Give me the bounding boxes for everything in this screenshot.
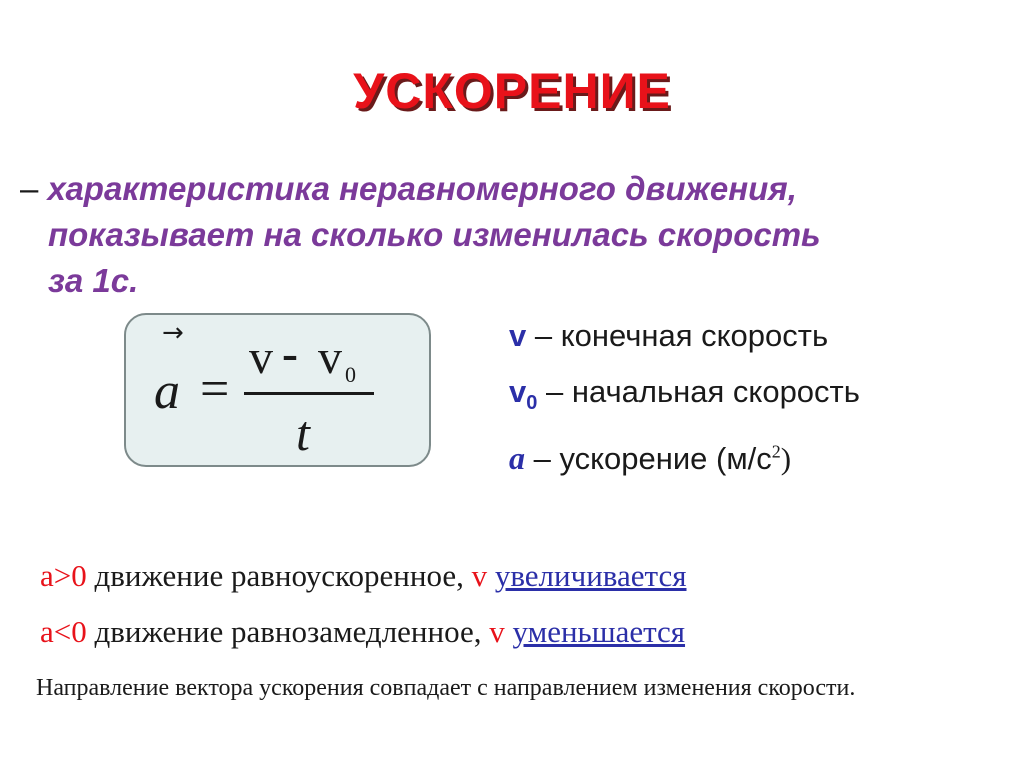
definition-line-2: показывает на сколько изменилась скорость — [48, 216, 821, 253]
legend-description: – начальная скорость — [537, 374, 860, 409]
formula-equals: = — [200, 361, 230, 418]
rule-velocity-symbol: v — [489, 614, 505, 649]
rule-result-link[interactable]: уменьшается — [512, 614, 686, 649]
formula-denominator-t: t — [296, 405, 310, 461]
rule-velocity-symbol: v — [471, 558, 488, 593]
formula-lhs-a: a — [154, 363, 180, 420]
formula-numerator-v0: v — [318, 331, 342, 384]
formula-numerator-v0-subscript: 0 — [345, 362, 356, 387]
rule-condition: a<0 — [40, 614, 87, 649]
legend-item-initial-velocity — [509, 374, 860, 415]
vector-arrow-icon: → — [162, 318, 184, 348]
rule-text: движение равнозамедленное, — [86, 614, 490, 649]
legend-description: – конечная скорость — [526, 318, 829, 353]
legend-item-acceleration — [509, 440, 791, 477]
legend-description: – ускорение (м/с — [525, 441, 772, 476]
direction-note: Направление вектора ускорения совпадает с направлением изменения скорости. — [36, 675, 856, 701]
rule-result-link[interactable]: увеличивается — [494, 558, 687, 593]
legend-symbol: v — [509, 374, 527, 409]
formula-numerator-v: v — [249, 331, 273, 384]
slide-title: УСКОРЕНИЕ — [353, 63, 671, 119]
legend-close-paren: ) — [780, 441, 792, 476]
definition-line-1: характеристика неравномерного движения, — [47, 170, 797, 207]
legend-subscript: 0 — [526, 392, 538, 415]
definition-line-3: за 1с. — [48, 262, 139, 299]
formula-fraction-bar — [244, 392, 374, 395]
legend-symbol: v — [509, 318, 527, 353]
rule-condition: a>0 — [40, 558, 87, 593]
rule-decelerating — [40, 614, 685, 650]
legend-superscript: 2 — [771, 441, 781, 462]
definition-dash: – — [20, 170, 39, 207]
rule-text: движение равноускоренное, — [86, 558, 472, 593]
formula-minus: - — [282, 327, 298, 380]
legend-item-final-velocity — [509, 318, 828, 354]
legend-symbol: a — [509, 440, 525, 476]
definition-text — [20, 166, 1010, 304]
rule-accelerating — [40, 558, 687, 594]
